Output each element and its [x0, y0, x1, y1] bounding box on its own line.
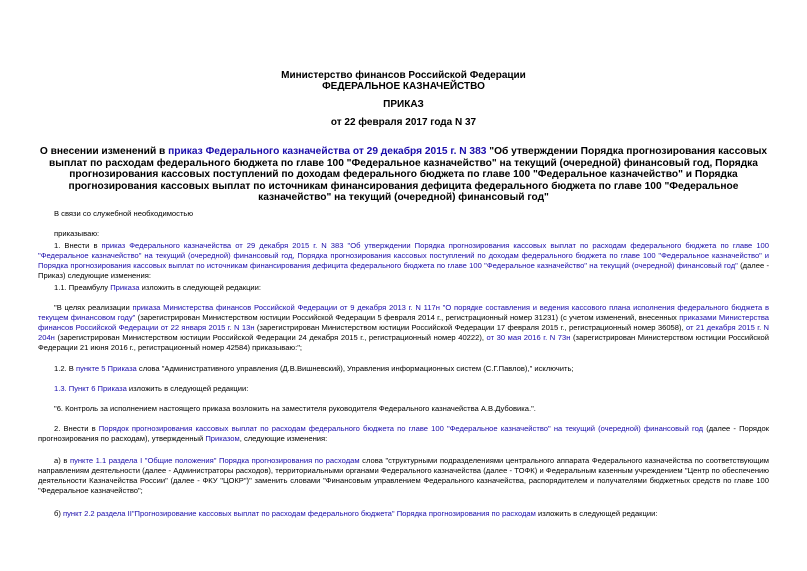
- p1-order-link[interactable]: приказ Федерального казначейства от 29 декабря 2015 г. N 383 "Об утверждении Порядка прогнозирования кассовых выплат по расходам федерального бюджета по главе 100 "Федеральное казначейство" на текущий (очередной) финансовый год, Порядка прогнозирования кассовых поступлений по доходам федерального бюджета по главе 100 "Федеральное казначейство" и Порядка прогнозирования кассовых выплат по источникам финансирования дефицита федерального бюджета по главе 100 "Федеральное казначейство" на текущий (очередной) финансовый год": [38, 241, 769, 270]
- p1-text-1: 1. Внести в: [54, 241, 102, 250]
- p1-1-text-1: 1.1. Преамбулу: [54, 283, 111, 292]
- p2-text-2: (далее - Порядок прогнозирования по расходам), утвержденный: [38, 424, 770, 443]
- quote-link-204n[interactable]: от 21 декабря 2015 г. N 204н: [38, 323, 770, 342]
- ministry-heading: Министерство финансов Российской Федерации: [281, 70, 526, 81]
- paragraph-1: [38, 241, 769, 281]
- p2-order-link[interactable]: Приказом: [205, 434, 240, 443]
- intro-paragraph: В связи со служебной необходимостью: [54, 209, 194, 218]
- quote-link-13n[interactable]: приказами Министерства финансов Российской Федерации от 22 января 2015 г. N 13н: [38, 313, 769, 332]
- p1-2-text-1: 1.2. В: [54, 364, 76, 373]
- title-order-link[interactable]: приказ Федерального казначейства от 29 декабря 2015 г. N 383: [168, 146, 487, 157]
- paragraph-1-3: [38, 384, 769, 394]
- paragraph-a: [38, 456, 769, 496]
- paragraph-6-quote: "6. Контроль за исполнением настоящего приказа возложить на заместителя руководителя Федерального казначейства А.В.Дубовика.".: [54, 404, 536, 413]
- p2-procedure-link[interactable]: Порядок прогнозирования кассовых выплат по расходам федерального бюджета по главе 100 "Федеральное казначейство" на текущий (очередной) финансовый год: [98, 424, 704, 433]
- quote-text-4: (зарегистрирован Министерством юстиции Российской Федерации 17 февраля 2015 г., регистрационный номер 36058),: [254, 323, 686, 332]
- quote-text-1: "В целях реализации: [54, 303, 133, 312]
- quote-link-73n[interactable]: от 30 мая 2016 г. N 73н: [486, 333, 571, 342]
- quote-text-5: (зарегистрирован Министерством юстиции Российской Федерации 24 декабря 2015 г., регистрационный номер 40222),: [54, 333, 487, 342]
- pa-link[interactable]: пункте 1.1 раздела I "Общие положения" Порядка прогнозирования по расходам: [69, 456, 360, 465]
- pa-text-2: слова "структурными подразделениями центрального аппарата Федерального казначейства по соответствующим направлениям деятельности (далее - Администраторы расходов), территориальными органами Федерального казначейства (далее - ТОФК) и Федеральным казенным учреждением "Центр по обеспечению деятельности Казначейства России" (далее - ФКУ "ЦОКР")" заменить словами "Финансовым управлением Федерального казначейства, распорядителем и получателями бюджетных средств по главе 100 "Федеральное казначейство";: [38, 456, 769, 495]
- quote-text-2: "О порядке составления и ведения кассового плана исполнения федерального бюджета в текущем финансовом году": [38, 303, 770, 322]
- quote-link-117n[interactable]: приказа Министерства финансов Российской Федерации от 9 декабря 2013 г. N 117н: [132, 303, 440, 312]
- document-title: [38, 146, 769, 204]
- order-word: приказываю:: [54, 229, 100, 238]
- pb-text-1: б): [54, 509, 63, 518]
- p2-text-3: , следующие изменения:: [239, 434, 328, 443]
- paragraph-2: [38, 424, 769, 444]
- p1-3-text: изложить в следующей редакции:: [126, 384, 249, 393]
- quote-text-3: (зарегистрирован Министерством юстиции Российской Федерации 5 февраля 2014 г., регистрационный номер 31231) (с учетом изменений, внесенных: [135, 313, 680, 322]
- p1-2-text-2: слова "Административного управления (Д.В.Вишневский), Управления информационных систем (С.Г.Павлов)," исключить;: [136, 364, 574, 373]
- p1-1-text-2: изложить в следующей редакции:: [139, 283, 262, 292]
- p1-1-order-link[interactable]: Приказа: [110, 283, 140, 292]
- title-prefix: О внесении изменений в: [39, 146, 169, 157]
- p1-2-link[interactable]: пункте 5 Приказа: [75, 364, 137, 373]
- pa-text-1: а) в: [54, 456, 70, 465]
- quote-text-6: (зарегистрирован Министерством юстиции Российской Федерации 21 июня 2016 г., регистрационный номер 42584) приказываю:";: [38, 333, 769, 352]
- treasury-heading: ФЕДЕРАЛЬНОЕ КАЗНАЧЕЙСТВО: [322, 81, 485, 92]
- pb-link[interactable]: пункт 2.2 раздела II"Прогнозирование кассовых выплат по расходам федерального бюджета" Порядка прогнозирования по расходам: [63, 509, 536, 518]
- preamble-quote: [38, 303, 769, 353]
- pb-text-2: изложить в следующей редакции:: [535, 509, 658, 518]
- paragraph-1-1: [38, 283, 769, 293]
- p1-3-link[interactable]: 1.3. Пункт 6 Приказа: [54, 384, 127, 393]
- document-type: ПРИКАЗ: [383, 99, 424, 110]
- paragraph-1-2: [38, 364, 769, 374]
- p1-text-2: (далее - Приказ) следующие изменения:: [38, 261, 770, 280]
- paragraph-b: [38, 509, 769, 519]
- title-rest: "Об утверждении Порядка прогнозирования кассовых выплат по расходам федерального бюджета по главе 100 "Федеральное казначейство" на текущий (очередной) финансовый год, Порядка прогнозирования кассовых поступлений по доходам федерального бюджета по главе 100 "Федеральное казначейство" и Порядка прогнозирования кассовых выплат по источникам финансирования дефицита федерального бюджета по главе 100 "Федеральное казначейство" на текущий (очередной) финансовый год": [49, 146, 768, 204]
- p2-text-1: 2. Внести в: [54, 424, 99, 433]
- document-date: от 22 февраля 2017 года N 37: [330, 117, 477, 128]
